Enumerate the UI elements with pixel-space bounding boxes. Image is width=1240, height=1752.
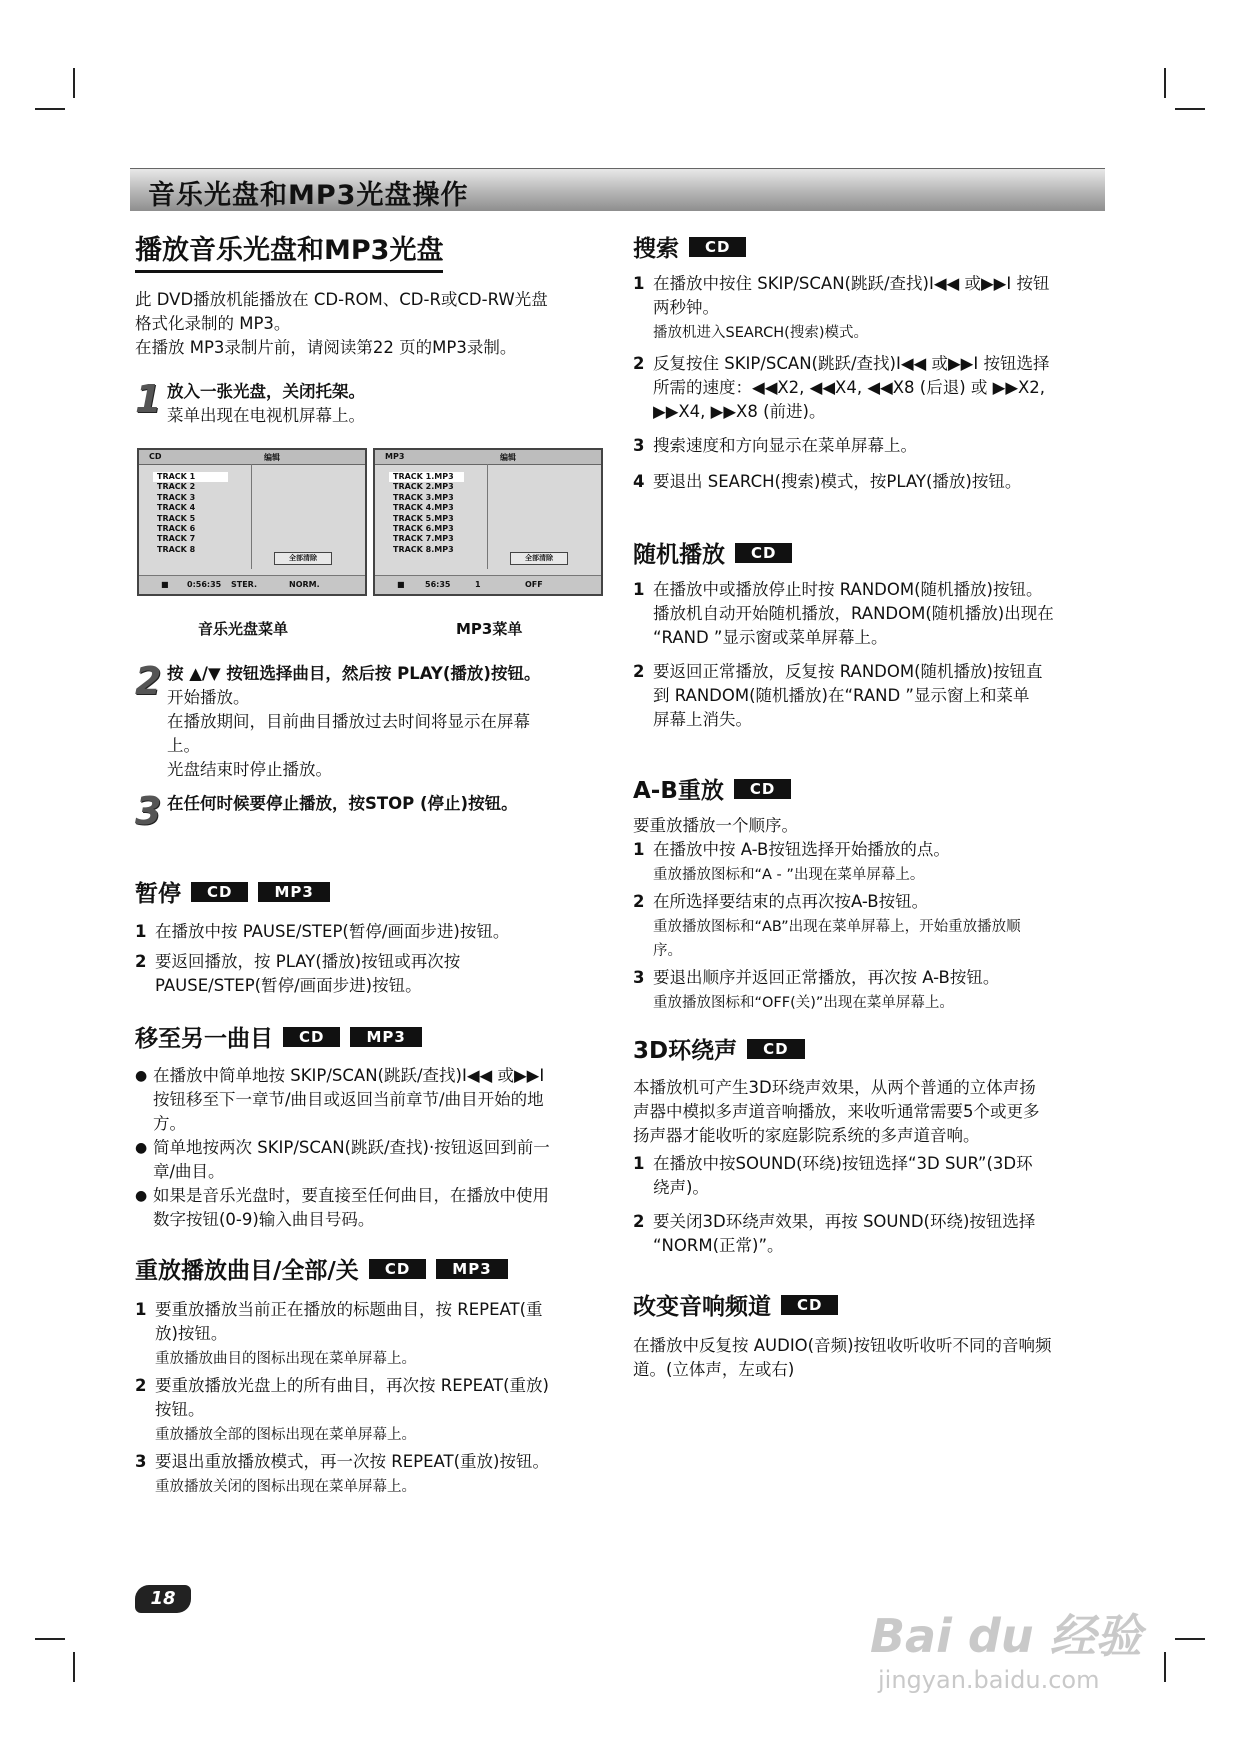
crop-mark: [1164, 68, 1166, 98]
step-text: 光盘结束时停止播放。: [167, 760, 332, 779]
cd-badge: CD: [689, 237, 746, 257]
section-banner: [130, 168, 1105, 211]
track-item[interactable]: TRACK 3.MP3: [393, 492, 454, 502]
screen-edit-label: 编辑: [500, 453, 516, 462]
clear-all-button[interactable]: 全部清除: [510, 552, 568, 565]
crop-mark: [1175, 108, 1205, 110]
body-line: 在播放中反复按 AUDIO(音频)按钮收听收听不同的音响频: [633, 1336, 1052, 1355]
section-title: A-B重放: [633, 778, 724, 804]
step-text: 上。: [167, 736, 200, 755]
section-title: 搜索: [633, 236, 679, 262]
intro-line: 在播放 MP3录制片前，请阅读第22 页的MP3录制。: [135, 338, 517, 357]
section-intro-line: 扬声器才能收听的家庭影院系统的多声道音响。: [633, 1126, 980, 1145]
track-item[interactable]: TRACK 5.MP3: [393, 513, 454, 523]
pause-list: [135, 920, 615, 998]
crop-mark: [1175, 1638, 1205, 1640]
list-item: 1 在播放中按SOUND(环绕)按钮选择“3D SUR”(3D环 绕声)。: [633, 1154, 1033, 1197]
step-text: 菜单出现在电视机屏幕上。: [167, 406, 365, 425]
step-2: [135, 659, 615, 782]
cd-badge: CD: [734, 779, 791, 799]
mode-display: NORM.: [289, 580, 320, 589]
stop-icon: ■: [161, 580, 169, 589]
step-number: 2: [135, 659, 162, 703]
cd-badge: CD: [781, 1295, 838, 1315]
audio-heading: [633, 1288, 838, 1321]
audio-body: [633, 1334, 1113, 1382]
surround-body: [633, 1076, 1113, 1258]
screen-edit-label: 编辑: [264, 453, 280, 462]
step-text: 在播放期间，目前曲目播放过去时间将显示在屏幕: [167, 712, 530, 731]
section-intro-line: 声器中模拟多声道音响播放，来收听通常需要5个或更多: [633, 1102, 1040, 1121]
track-item[interactable]: TRACK 6.MP3: [393, 523, 454, 533]
track-item[interactable]: TRACK 1: [153, 472, 228, 482]
list-item: 1 在播放中或播放停止时按 RANDOM(随机播放)按钮。 播放机自动开始随机播放，RANDOM(随机播放)出现在 “RAND ”显示窗或菜单屏幕上。: [633, 580, 1054, 647]
watermark-url: jingyan.baidu.com: [878, 1666, 1100, 1694]
list-item: 1 要重放播放当前正在播放的标题曲目，按 REPEAT(重 放)按钮。 重放播放曲目的图标出现在菜单屏幕上。: [135, 1300, 543, 1367]
list-item: 3 搜索速度和方向显示在菜单屏幕上。: [633, 436, 917, 455]
list-item: 3 要退出重放播放模式，再一次按 REPEAT(重放)按钮。 重放播放关闭的图标出现在菜单屏幕上。: [135, 1452, 549, 1495]
crop-mark: [35, 108, 65, 110]
audio-display: STER.: [231, 580, 258, 589]
audio-display: 1: [475, 580, 481, 589]
step-text: 开始播放。: [167, 688, 250, 707]
list-item: 2 要返回正常播放，反复按 RANDOM(随机播放)按钮直 到 RANDOM(随机播放)在“RAND ”显示窗上和菜单 屏幕上消失。: [633, 662, 1043, 729]
search-heading: [633, 230, 746, 263]
track-item[interactable]: TRACK 2: [157, 482, 196, 492]
list-item: 2 要重放播放光盘上的所有曲目，再次按 REPEAT(重放) 按钮。 重放播放全部的图标出现在菜单屏幕上。: [135, 1376, 549, 1443]
body-line: 道。(立体声，左或右): [633, 1360, 795, 1379]
clear-all-button[interactable]: 全部清除: [274, 552, 332, 565]
cd-badge: CD: [747, 1039, 804, 1059]
step-number: 1: [135, 377, 162, 421]
crop-mark: [73, 68, 75, 98]
track-item[interactable]: TRACK 7.MP3: [393, 534, 454, 544]
step-title: 放入一张光盘，关闭托架。: [167, 382, 365, 401]
time-display: 56:35: [425, 580, 451, 589]
search-list: [633, 272, 1113, 494]
section-title: 移至另一曲目: [135, 1026, 273, 1052]
cd-badge: CD: [191, 882, 248, 902]
mp3-badge: MP3: [258, 882, 329, 902]
list-item: 1 在播放中按 PAUSE/STEP(暂停/画面步进)按钮。: [135, 922, 510, 941]
track-item[interactable]: TRACK 8.MP3: [393, 544, 454, 554]
pause-heading: [135, 875, 330, 908]
section-title: 暂停: [135, 881, 181, 907]
section-title: 重放播放曲目/全部/关: [135, 1258, 359, 1284]
list-item: 2 在所选择要结束的点再次按A-B按钮。 重放播放图标和“AB”出现在菜单屏幕上，开始重放播放顺 序。: [633, 892, 1021, 959]
step-title: 按 ▲/▼ 按钮选择曲目，然后按 PLAY(播放)按钮。: [167, 664, 541, 683]
list-item: ● 如果是音乐光盘时，要直接至任何曲目，在播放中使用 数字按钮(0-9)输入曲目号码。: [135, 1186, 549, 1229]
intro-line: 此 DVD播放机能播放在 CD-ROM、CD-R或CD-RW光盘: [135, 290, 548, 309]
surround-heading: [633, 1032, 805, 1065]
crop-mark: [1164, 1652, 1166, 1682]
track-item[interactable]: TRACK 2.MP3: [393, 482, 454, 492]
repeat-heading: [135, 1252, 508, 1285]
cd-menu-screen: [137, 448, 367, 596]
intro-paragraph: [135, 288, 615, 360]
cd-badge: CD: [369, 1259, 426, 1279]
step-number: 3: [135, 789, 162, 833]
list-item: 1 在播放中按住 SKIP/SCAN(跳跃/查找)I◀◀ 或▶▶I 按钮 两秒钟。 播放机进入SEARCH(搜索)模式。: [633, 274, 1050, 341]
cd-badge: CD: [735, 543, 792, 563]
step-title: 在任何时候要停止播放，按STOP (停止)按钮。: [167, 794, 518, 813]
section-title: 3D环绕声: [633, 1038, 738, 1064]
list-item: 4 要退出 SEARCH(搜索)模式，按PLAY(播放)按钮。: [633, 472, 1022, 491]
page-title: 播放音乐光盘和MP3光盘: [135, 228, 443, 273]
move-heading: [135, 1020, 422, 1053]
track-item[interactable]: TRACK 4: [157, 503, 196, 513]
mode-display: OFF: [525, 580, 543, 589]
crop-mark: [35, 1638, 65, 1640]
list-item: ● 简单地按两次 SKIP/SCAN(跳跃/查找)·按钮返回到前一 章/曲目。: [135, 1138, 550, 1181]
screen-caption: MP3菜单: [456, 620, 523, 638]
track-list: [389, 472, 464, 555]
ab-list: [633, 814, 1113, 1014]
ab-heading: [633, 772, 791, 805]
list-item: 2 要返回播放，按 PLAY(播放)按钮或再次按 PAUSE/STEP(暂停/画面步进)按钮。: [135, 952, 461, 995]
screen-label: CD: [149, 452, 162, 461]
section-title: 随机播放: [633, 542, 725, 568]
random-list: [633, 578, 1113, 732]
cd-badge: CD: [283, 1027, 340, 1047]
move-list: [135, 1064, 620, 1232]
step-1: [135, 377, 615, 428]
track-item[interactable]: TRACK 4.MP3: [393, 503, 454, 513]
list-item: 2 反复按住 SKIP/SCAN(跳跃/查找)I◀◀ 或▶▶I 按钮选择 所需的速度：◀◀X2, ◀◀X4, ◀◀X8 (后退) 或 ▶▶X2, ▶▶X4, ▶▶X8 (前进)。: [633, 354, 1050, 421]
banner-title: 音乐光盘和MP3光盘操作: [148, 180, 469, 211]
track-list: [153, 472, 228, 555]
list-item: ● 在播放中简单地按 SKIP/SCAN(跳跃/查找)I◀◀ 或▶▶I 按钮移至下一章节/曲目或返回当前章节/曲目开始的地 方。: [135, 1066, 545, 1133]
section-title: 改变音响频道: [633, 1294, 771, 1320]
section-intro-line: 本播放机可产生3D环绕声效果，从两个普通的立体声扬: [633, 1078, 1036, 1097]
track-item[interactable]: TRACK 3: [157, 492, 196, 502]
mp3-badge: MP3: [436, 1259, 507, 1279]
list-item: 3 要退出顺序并返回正常播放，再次按 A-B按钮。 重放播放图标和“OFF(关)”出现在菜单屏幕上。: [633, 968, 1000, 1011]
screen-caption: 音乐光盘菜单: [198, 620, 289, 638]
mp3-badge: MP3: [350, 1027, 421, 1047]
stop-icon: ■: [397, 580, 405, 589]
screen-status-bar: [375, 575, 601, 594]
time-display: 0:56:35: [187, 580, 222, 589]
track-item[interactable]: TRACK 7: [157, 534, 196, 544]
page-number: 18: [135, 1585, 191, 1613]
track-item[interactable]: TRACK 1.MP3: [389, 472, 464, 482]
screen-label: MP3: [385, 452, 405, 461]
screen-status-bar: [139, 575, 365, 594]
list-item: 2 要关闭3D环绕声效果，再按 SOUND(环绕)按钮选择 “NORM(正常)”。: [633, 1212, 1036, 1255]
random-heading: [633, 536, 792, 569]
intro-line: 格式化录制的 MP3。: [135, 314, 291, 333]
track-item[interactable]: TRACK 6: [157, 523, 196, 533]
repeat-list: [135, 1298, 615, 1498]
list-item: 1 在播放中按 A-B按钮选择开始播放的点。 重放播放图标和“A - ”出现在菜单屏幕上。: [633, 840, 950, 883]
mp3-menu-screen: [373, 448, 603, 596]
watermark-brand: Bai du 经验: [870, 1609, 1142, 1663]
section-intro: 要重放播放一个顺序。: [633, 816, 798, 835]
track-item[interactable]: TRACK 8: [157, 544, 196, 554]
track-item[interactable]: TRACK 5: [157, 513, 196, 523]
baidu-watermark: [870, 1600, 1142, 1694]
step-3: [135, 789, 615, 833]
crop-mark: [73, 1652, 75, 1682]
